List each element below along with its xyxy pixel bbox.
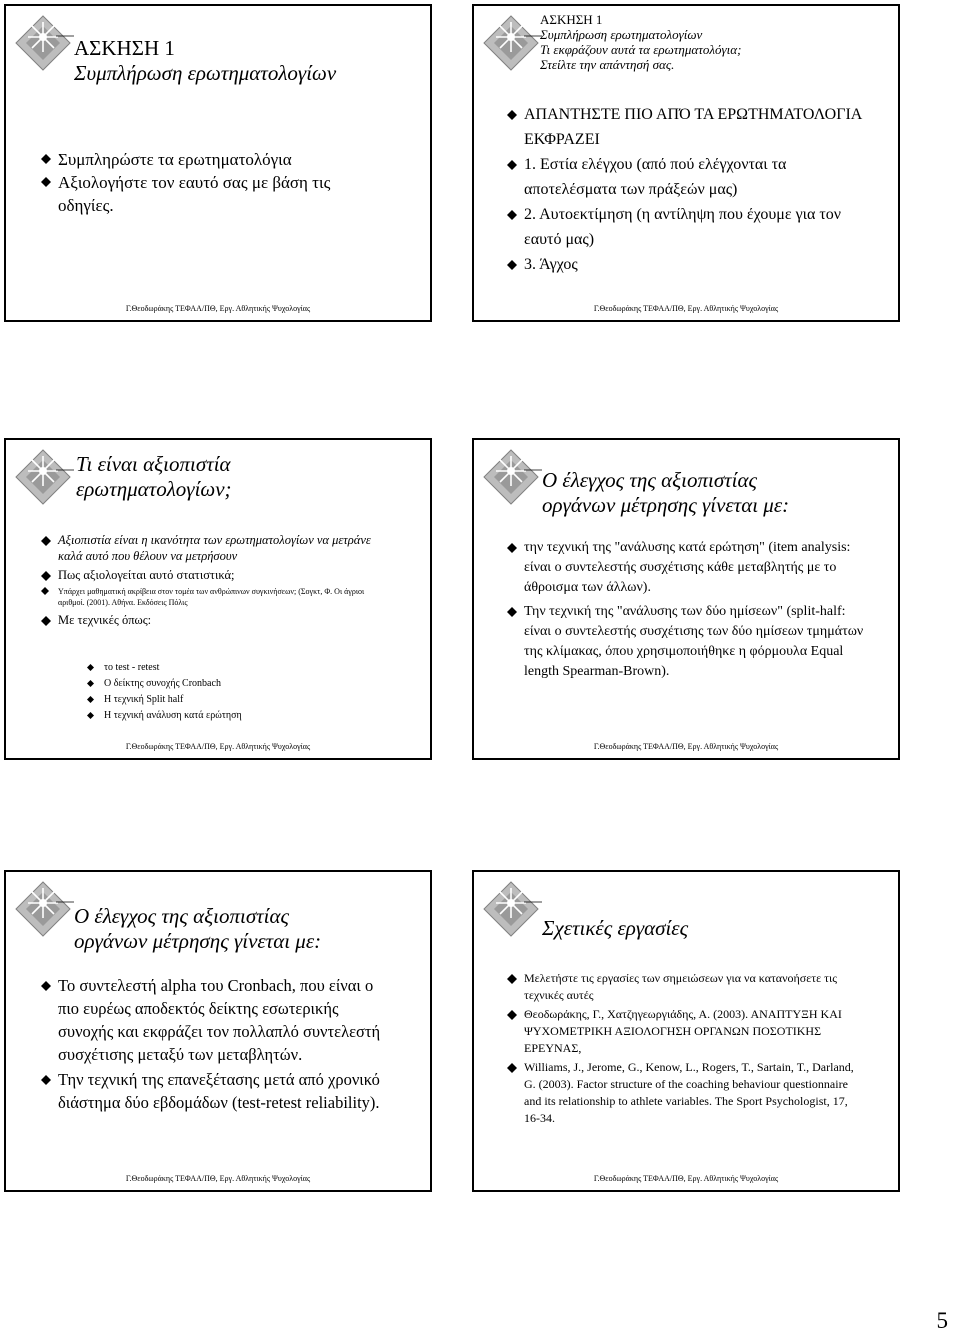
diamond-bullet-icon (507, 974, 517, 984)
star-logo-icon (480, 878, 542, 940)
list-item (86, 660, 386, 676)
diamond-bullet-icon (41, 571, 51, 581)
list-item-text: Αξιολογήστε τον εαυτό σας με βάση τις οδηγίες. (58, 173, 331, 215)
diamond-bullet-icon (41, 1075, 51, 1085)
list-item (40, 171, 380, 217)
slide-footer: Γ.Θεοδωράκης ΤΕΦΑΑ/ΠΘ, Εργ. Αθλητικής Ψυχολογίας (125, 304, 311, 313)
list-item (40, 1068, 390, 1114)
list-item (506, 1006, 866, 1057)
bullet-list (40, 532, 390, 628)
star-logo-icon (12, 446, 74, 508)
slide-title-line: Σχετικές εργασίες (542, 916, 689, 940)
list-item-text: 3. Άγχος (524, 256, 578, 273)
star-logo-icon (480, 12, 542, 74)
slide-title-line: ΑΣΚΗΣΗ 1 (540, 12, 603, 27)
list-item-text: 2. Αυτοεκτίμηση (η αντίληψη που έχουμε για τον εαυτό μας) (524, 206, 841, 248)
list-item-text: το test - retest (104, 662, 160, 673)
slide-title-line: Συμπλήρωση ερωτηματολογίων (540, 27, 703, 42)
list-item-text: Την τεχνική της επανεξέτασης μετά από χρονικό διάστημα δύο εβδομάδων (test-retest reliability). (58, 1070, 380, 1112)
slide-footer: Γ.Θεοδωράκης ΤΕΦΑΑ/ΠΘ, Εργ. Αθλητικής Ψυχολογίας (125, 742, 311, 751)
diamond-bullet-icon (87, 696, 94, 703)
slide-title (542, 468, 789, 518)
slide-title-line: ερωτηματολογίων; (76, 477, 232, 501)
list-item-text: Μελετήστε τις εργασίες των σημειώσεων για να κατανοήσετε τις τεχνικές αυτές (524, 971, 837, 1002)
slide-title (542, 916, 688, 941)
diamond-bullet-icon (507, 1063, 517, 1073)
bullet-list (506, 970, 866, 1127)
slide-3 (4, 438, 432, 760)
list-item (506, 1059, 866, 1127)
list-item (506, 202, 866, 252)
list-item-text: Την τεχνική της "ανάλυσης των δύο ημίσεων" (split-half: είναι ο συντελεστής συσχέτισης των δύο ημίσεων τμημάτων της κλίμακας, όπου χρησιμοποιήθηκε η φόρμουλα Equal length Spearman-Brown). (524, 604, 864, 679)
list-item-text: Ο δείκτης συνοχής Cronbach (104, 678, 221, 689)
list-item (506, 102, 866, 152)
list-item-text: ΑΠΑΝΤΗΣΤΕ ΠΙΟ ΑΠΌ ΤΑ ΕΡΩΤΗΜΑΤΟΛΟΓΙΑ ΕΚΦΡΑΖΕΙ (524, 106, 862, 148)
slide-footer: Γ.Θεοδωράκης ΤΕΦΑΑ/ΠΘ, Εργ. Αθλητικής Ψυχολογίας (125, 1174, 311, 1183)
list-item (40, 974, 390, 1066)
diamond-bullet-icon (41, 154, 51, 164)
list-item (506, 152, 866, 202)
list-item-text: 1. Εστία ελέγχου (από πού ελέγχονται τα αποτελέσματα των πράξεών μας) (524, 156, 787, 198)
slide-1 (4, 4, 432, 322)
list-item-text: Η τεχνική ανάλυση κατά ερώτηση (104, 710, 242, 721)
list-item (86, 692, 386, 708)
slide-title-line: οργάνων μέτρησης γίνεται με: (74, 929, 322, 953)
list-item (86, 708, 386, 724)
slide-title-line: Τι είναι αξιοπιστία (76, 452, 231, 476)
bullet-list (506, 538, 866, 682)
diamond-bullet-icon (507, 210, 517, 220)
slide-title-line: Συμπλήρωση ερωτηματολογίων (74, 61, 337, 85)
slide-title-line: ΑΣΚΗΣΗ 1 (74, 36, 175, 60)
slide-title-line: οργάνων μέτρησης γίνεται με: (542, 493, 790, 517)
slide-title (540, 12, 741, 72)
diamond-bullet-icon (507, 160, 517, 170)
diamond-bullet-icon (507, 260, 517, 270)
list-item (506, 252, 866, 277)
slide-title-line: Τι εκφράζουν αυτά τα ερωτηματολόγια; (540, 42, 742, 57)
slide-2 (472, 4, 900, 322)
sub-bullet-list (86, 660, 386, 724)
slide-4 (472, 438, 900, 760)
slide-title-line: Στείλτε την απάντησή σας. (540, 57, 675, 72)
list-item (506, 602, 866, 682)
page-number: 5 (936, 1308, 948, 1333)
diamond-bullet-icon (87, 680, 94, 687)
slide-title-line: Ο έλεγχος της αξιοπιστίας (542, 468, 758, 492)
star-logo-icon (480, 446, 542, 508)
list-item (506, 970, 866, 1004)
diamond-bullet-icon (41, 536, 51, 546)
slide-footer: Γ.Θεοδωράκης ΤΕΦΑΑ/ΠΘ, Εργ. Αθλητικής Ψυχολογίας (593, 742, 779, 751)
bullet-list (506, 102, 866, 277)
diamond-bullet-icon (41, 616, 51, 626)
list-item (40, 586, 390, 608)
list-item-text: Θεοδωράκης, Γ., Χατζηγεωργιάδης, Α. (2003). ΑΝΑΠΤΥΞΗ ΚΑΙ ΨΥΧΟΜΕΤΡΙΚΗ ΑΞΙΟΛΟΓΗΣΗ ΟΡΓΑΝΩΝ ΠΟΣΟΤΙΚΗΣ ΕΡΕΥΝΑΣ, (524, 1007, 842, 1055)
diamond-bullet-icon (87, 664, 94, 671)
diamond-bullet-icon (41, 177, 51, 187)
slide-footer: Γ.Θεοδωράκης ΤΕΦΑΑ/ΠΘ, Εργ. Αθλητικής Ψυχολογίας (593, 1174, 779, 1183)
list-item-text: Williams, J., Jerome, G., Kenow, L., Rogers, T., Sartain, T., Darland, G. (2003). Factor structure of the coaching behaviour questionnaire and its relationship to athlete variables. The Sport Psychologist, 17, 16-34. (524, 1060, 854, 1125)
bullet-list (40, 148, 380, 217)
diamond-bullet-icon (507, 607, 517, 617)
list-item (86, 676, 386, 692)
list-item (506, 538, 866, 598)
list-item-text: Συμπληρώστε τα ερωτηματολόγια (58, 150, 292, 169)
list-item (40, 532, 390, 564)
diamond-bullet-icon (507, 110, 517, 120)
diamond-bullet-icon (41, 587, 49, 595)
list-item (40, 612, 390, 628)
diamond-bullet-icon (41, 981, 51, 991)
list-item-text: Πως αξιολογείται αυτό στατιστικά; (58, 568, 235, 582)
star-logo-icon (12, 878, 74, 940)
list-item-text: Υπάρχει μαθηματική ακρίβεια στον τομέα των ανθρώπινων συγκινήσεων; (Σογκτ, Φ. Οι άγριοι αριθμοί. (2001). Αθήνα. Εκδόσεις Πόλις (58, 587, 365, 607)
list-item (40, 148, 380, 171)
slide-title (74, 36, 336, 86)
list-item-text: Με τεχνικές όπως: (58, 613, 152, 627)
list-item-text: Το συντελεστή alpha του Cronbach, που είναι ο πιο ευρέως αποδεκτός δείκτης εσωτερικής συνοχής και εκφράζει τον πολλαπλό συντελεστή συσχέτισης μεταξύ των μεταβλητών. (58, 976, 381, 1064)
slide-title (74, 904, 321, 954)
list-item-text: την τεχνική της "ανάλυσης κατά ερώτηση" (item analysis: είναι ο συντελεστής συσχέτισης κάθε μεταβλητής με το άθροισμα των άλλων). (524, 540, 851, 595)
slide-6 (472, 870, 900, 1192)
star-logo-icon (12, 12, 74, 74)
slide-footer: Γ.Θεοδωράκης ΤΕΦΑΑ/ΠΘ, Εργ. Αθλητικής Ψυχολογίας (593, 304, 779, 313)
slide-title-line: Ο έλεγχος της αξιοπιστίας (74, 904, 290, 928)
slide-5 (4, 870, 432, 1192)
diamond-bullet-icon (87, 712, 94, 719)
list-item-text: Αξιοπιστία είναι η ικανότητα των ερωτηματολογίων να μετράνε καλά αυτό που θέλουν να μετρήσουν (58, 533, 371, 563)
diamond-bullet-icon (507, 1010, 517, 1020)
list-item (40, 567, 390, 583)
list-item-text: Η τεχνική Split half (104, 694, 184, 705)
bullet-list (40, 974, 390, 1114)
slide-title (76, 452, 232, 502)
diamond-bullet-icon (507, 543, 517, 553)
